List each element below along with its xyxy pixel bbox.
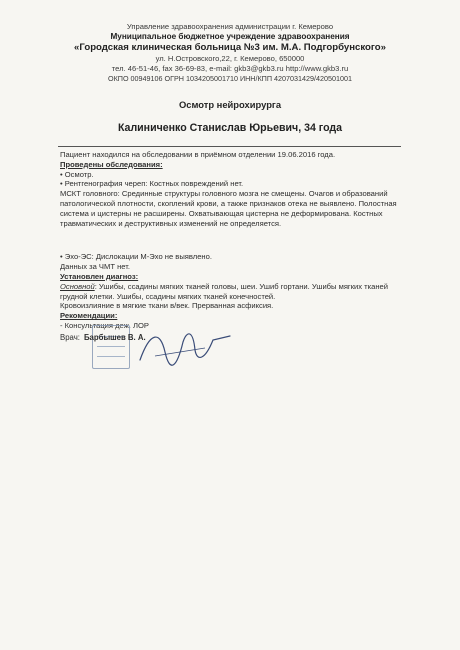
recommendation-item-1: - Консультация деж. ЛОР xyxy=(60,320,149,330)
stamp-line xyxy=(97,346,125,347)
stamp-line xyxy=(97,356,125,357)
exams-heading: Проведены обследования: xyxy=(60,159,163,169)
intro-text: Пациент находился на обследовании в приёмном отделении 19.06.2016 года. xyxy=(60,150,336,159)
diagnosis-text: : Ушибы, ссадины мягких тканей головы, шеи. Ушиб гортани. Ушибы мягких тканей грудной клетки. Ушибы, ссадины мягких тканей конечностей. xyxy=(60,281,389,301)
signature-stroke xyxy=(140,334,230,365)
signature-mark xyxy=(135,322,235,372)
diagnosis-secondary: Кровоизлияние в мягкие ткани в/век. Прерванная асфиксия. xyxy=(60,301,274,311)
spacer xyxy=(60,228,405,252)
letterhead-address: ул. Н.Островского,22, г. Кемерово, 650000 xyxy=(155,54,305,63)
mskt-text: МСКТ головного: Срединные структуры головного мозга не смещены. Очагов и образований патологической плотности, скоплений крови, а также признаков отека не выявлено. Полостная система и цистерны не расширены. Охватывающая цистерна не деформирована. Костных травматических и деструктивных изменений не определяется. xyxy=(60,189,397,228)
letterhead-line-1: Управление здравоохранения администрации г. Кемерово xyxy=(126,22,334,31)
diagnosis-heading: Установлен диагноз: xyxy=(60,271,139,281)
letterhead-registry: ОКПО 00949106 ОГРН 1034205001710 ИНН/КПП 4207031429/420501001 xyxy=(108,74,352,83)
diagnosis-label: Основной xyxy=(60,281,95,291)
exam-item-2: • Рентгенография черeп: Костных повреждений нет. xyxy=(60,179,244,189)
diagnosis-main xyxy=(60,282,405,302)
letterhead-hospital-name: «Городская клиническая больница №3 им. М.А. Подгорбунского» xyxy=(74,42,386,53)
patient-name: Калиниченко Станислав Юрьевич, 34 года xyxy=(117,122,343,134)
doctor-signature-line xyxy=(60,333,146,342)
letterhead xyxy=(0,22,460,84)
divider xyxy=(58,146,401,147)
recommendations-heading: Рекомендации: xyxy=(60,311,118,321)
signature-underline xyxy=(155,348,205,356)
letterhead-contacts: тел. 46-51-46, fax 36-69-83, e-mail: gkb3@gkb3.ru http://www.gkb3.ru xyxy=(111,64,349,73)
doctor-name: Барбышев В. А. xyxy=(83,333,146,342)
letterhead-line-2: Муниципальное бюджетное учреждение здравоохранения xyxy=(110,32,350,41)
doctor-label: Врач: xyxy=(60,333,80,342)
exam-item-1: • Осмотр. xyxy=(60,169,94,179)
echo-text: • Эхо-ЭС: Дислокации М-Эхо не выявлено. xyxy=(60,252,212,262)
stamp-mark xyxy=(92,325,130,369)
no-tbi-text: Данных за ЧМТ нет. xyxy=(60,262,130,272)
document-title: Осмотр нейрохирурга xyxy=(178,99,282,110)
document-body xyxy=(60,150,405,331)
